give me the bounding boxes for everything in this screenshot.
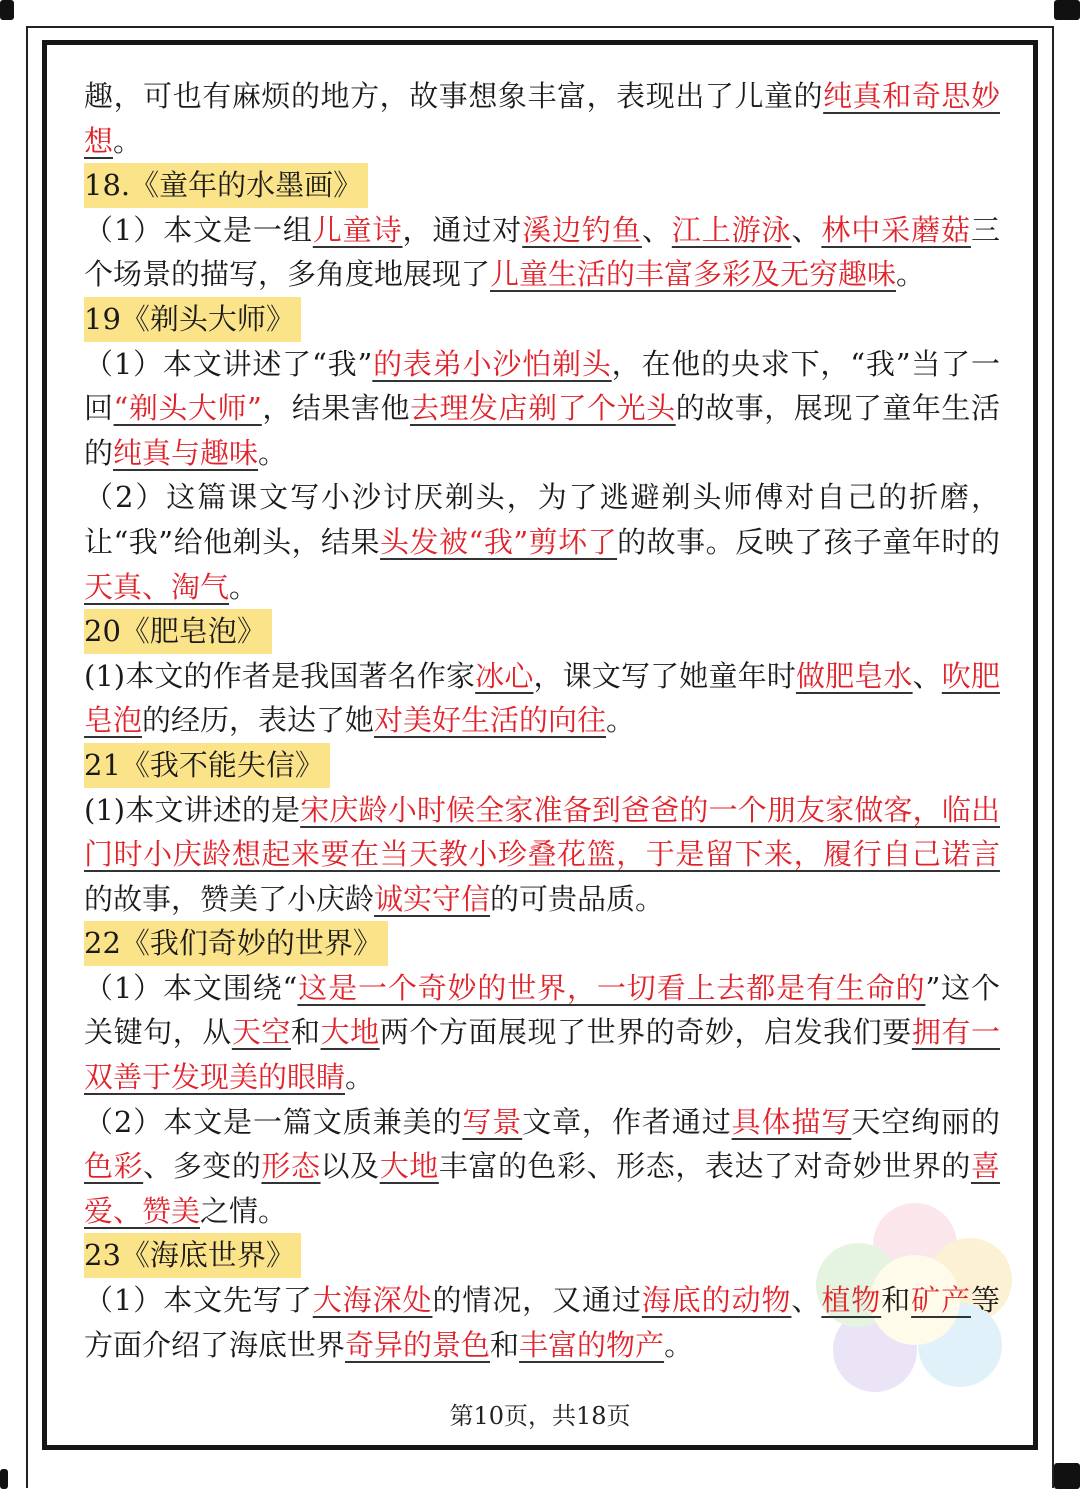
section-title: 23《海底世界》	[84, 1233, 301, 1278]
section-title-row	[84, 163, 1000, 208]
text-run: 趣，可也有麻烦的地方，故事想象丰富，表现出了儿童的	[84, 79, 824, 113]
highlighted-key-phrase: 对美好生活的向往	[374, 703, 607, 738]
paragraph	[84, 208, 1000, 297]
section	[84, 921, 1000, 1233]
text-run: 。	[345, 1060, 375, 1095]
text-run: 的经历，表达了她	[142, 703, 375, 738]
highlighted-key-phrase: 矿产	[911, 1283, 971, 1318]
text-run: （1）本文是一组	[84, 212, 313, 247]
page-footer: 第10页，共18页	[449, 1402, 631, 1430]
highlighted-key-phrase: 儿童诗	[312, 212, 403, 247]
text-run: 的故事。反映了孩子童年时的	[617, 524, 1000, 559]
highlighted-key-phrase: 奇异的景色	[345, 1327, 491, 1362]
section-title: 21《我不能失信》	[84, 743, 330, 788]
highlighted-key-phrase: 去理发店剃了个光头	[409, 391, 676, 426]
paragraph	[84, 788, 1000, 922]
highlighted-key-phrase: 形态	[261, 1149, 321, 1184]
highlighted-key-phrase: 海底的动物	[641, 1283, 792, 1318]
text-run: 和	[490, 1327, 520, 1362]
section	[84, 1233, 1000, 1367]
highlighted-key-phrase: 丰富的物产	[519, 1327, 665, 1362]
highlighted-key-phrase: 林中采蘑菇	[821, 212, 971, 247]
paragraph	[84, 74, 1000, 163]
section-title: 18.《童年的水墨画》	[84, 163, 368, 208]
text-run: 。	[258, 435, 288, 470]
text-run: 的情况，又通过	[432, 1283, 642, 1318]
text-run: 丰富的色彩、形态，表达了对奇妙世界的	[438, 1149, 971, 1184]
highlighted-key-phrase: 纯真和奇思妙想	[84, 79, 1000, 158]
text-run: (1)本文的作者是我国著名作家	[84, 658, 476, 693]
corner-mark	[1054, 1463, 1080, 1489]
highlighted-key-phrase: 大地	[320, 1015, 380, 1050]
text-run: 的可贵品质。	[490, 881, 665, 916]
highlighted-key-phrase: 天空	[231, 1015, 291, 1050]
paragraph	[84, 1100, 1000, 1234]
text-run: ，结果害他	[261, 391, 410, 426]
section-title-row	[84, 609, 1000, 654]
text-run: 和	[881, 1283, 912, 1318]
highlighted-key-phrase: 诚实守信	[374, 881, 491, 916]
text-run: 的故事，赞美了小庆龄	[84, 881, 375, 916]
section	[84, 163, 1000, 297]
highlighted-key-phrase: 的表弟小沙怕剃头	[372, 346, 612, 381]
text-run: （2）这篇课文写小沙讨厌剃头，为了逃避剃头师傅对自己的折磨，让“我”给他剃头，结果	[84, 480, 1000, 559]
text-run: 、	[641, 212, 672, 247]
text-run: 、	[912, 658, 942, 693]
highlighted-key-phrase: 植物	[821, 1283, 882, 1318]
text-run: 文章，作者通过	[522, 1104, 732, 1139]
section	[84, 74, 1000, 163]
highlighted-key-phrase: 冰心	[475, 658, 534, 693]
highlighted-key-phrase: 喜爱、赞美	[84, 1149, 1000, 1228]
highlighted-key-phrase: 写景	[462, 1104, 523, 1139]
text-run: （2）本文是一篇文质兼美的	[84, 1104, 463, 1139]
text-run: 之情。	[200, 1193, 288, 1228]
paragraph	[84, 966, 1000, 1100]
corner-mark	[0, 1469, 8, 1489]
highlighted-key-phrase: 宋庆龄小时候全家准备到爸爸的一个朋友家做客，临出门时小庆龄想起来要在当天教小珍叠花篮，于是留下来，履行自己诺言	[84, 792, 1000, 872]
highlighted-key-phrase: 做肥皂水	[795, 658, 913, 693]
highlighted-key-phrase: 具体描写	[731, 1104, 852, 1139]
highlighted-key-phrase: 江上游泳	[671, 212, 792, 247]
corner-mark	[1054, 0, 1080, 20]
highlighted-key-phrase: 儿童生活的丰富多彩及无穷趣味	[490, 257, 897, 292]
highlighted-key-phrase: 吹肥皂泡	[84, 658, 1000, 738]
text-run: （1）本文先写了	[84, 1283, 313, 1318]
text-run: 、	[791, 1283, 822, 1318]
paragraph	[84, 475, 1000, 609]
text-run: (1)本文讲述的是	[84, 792, 301, 827]
highlighted-key-phrase: 溪边钓鱼	[522, 212, 642, 247]
highlighted-key-phrase: 拥有一双善于发现美的眼睛	[84, 1015, 1000, 1095]
section-title-row	[84, 743, 1000, 788]
text-run: 以及	[320, 1149, 380, 1184]
text-run: ，通过对	[402, 212, 523, 247]
text-run: 两个方面展现了世界的奇妙，启发我们要	[379, 1015, 912, 1050]
section-title: 22《我们奇妙的世界》	[84, 921, 388, 966]
highlighted-key-phrase: 天真、淘气	[84, 569, 230, 604]
document-body	[84, 74, 1000, 1367]
paragraph	[84, 1278, 1000, 1367]
text-run: 、	[791, 212, 822, 247]
section	[84, 609, 1000, 743]
highlighted-key-phrase: “剃头大师”	[113, 391, 262, 426]
text-run: 。	[229, 569, 259, 604]
text-run: 。	[113, 123, 143, 158]
highlighted-key-phrase: 色彩	[84, 1149, 144, 1184]
section-title-row	[84, 1233, 1000, 1278]
highlighted-key-phrase: 大地	[379, 1149, 439, 1184]
text-run: 。	[606, 703, 636, 738]
text-run: 等方面介绍了海底世界	[84, 1283, 1000, 1362]
text-run: 、多变的	[143, 1149, 262, 1184]
section-title-row	[84, 297, 1000, 342]
highlighted-key-phrase: 纯真与趣味	[113, 435, 259, 470]
highlighted-key-phrase: 头发被“我”剪坏了	[380, 524, 618, 559]
highlighted-key-phrase: 这是一个奇妙的世界，一切看上去都是有生命的	[297, 970, 926, 1005]
section-title: 19《剃头大师》	[84, 297, 301, 342]
text-run: ，在他的央求下，“我”当了一回	[84, 346, 1000, 426]
section	[84, 743, 1000, 921]
text-run: ，课文写了她童年时	[533, 658, 796, 693]
section-title-row	[84, 921, 1000, 966]
text-run: （1）本文围绕“	[84, 970, 298, 1005]
paragraph	[84, 654, 1000, 743]
corner-mark	[0, 0, 14, 20]
text-run: 的故事，展现了童年生活的	[84, 391, 1000, 470]
section	[84, 297, 1000, 609]
text-run: 和	[290, 1015, 321, 1050]
text-run: 三个场景的描写，多角度地展现了	[84, 212, 1000, 292]
text-run: 。	[664, 1327, 694, 1362]
text-run: 。	[896, 257, 926, 292]
paragraph	[84, 342, 1000, 476]
text-run: （1）本文讲述了“我”	[84, 346, 373, 381]
highlighted-key-phrase: 大海深处	[312, 1283, 433, 1318]
text-run: ”这个关键句，从	[84, 970, 1000, 1050]
section-title: 20《肥皂泡》	[84, 609, 272, 654]
text-run: 天空绚丽的	[851, 1104, 1000, 1139]
